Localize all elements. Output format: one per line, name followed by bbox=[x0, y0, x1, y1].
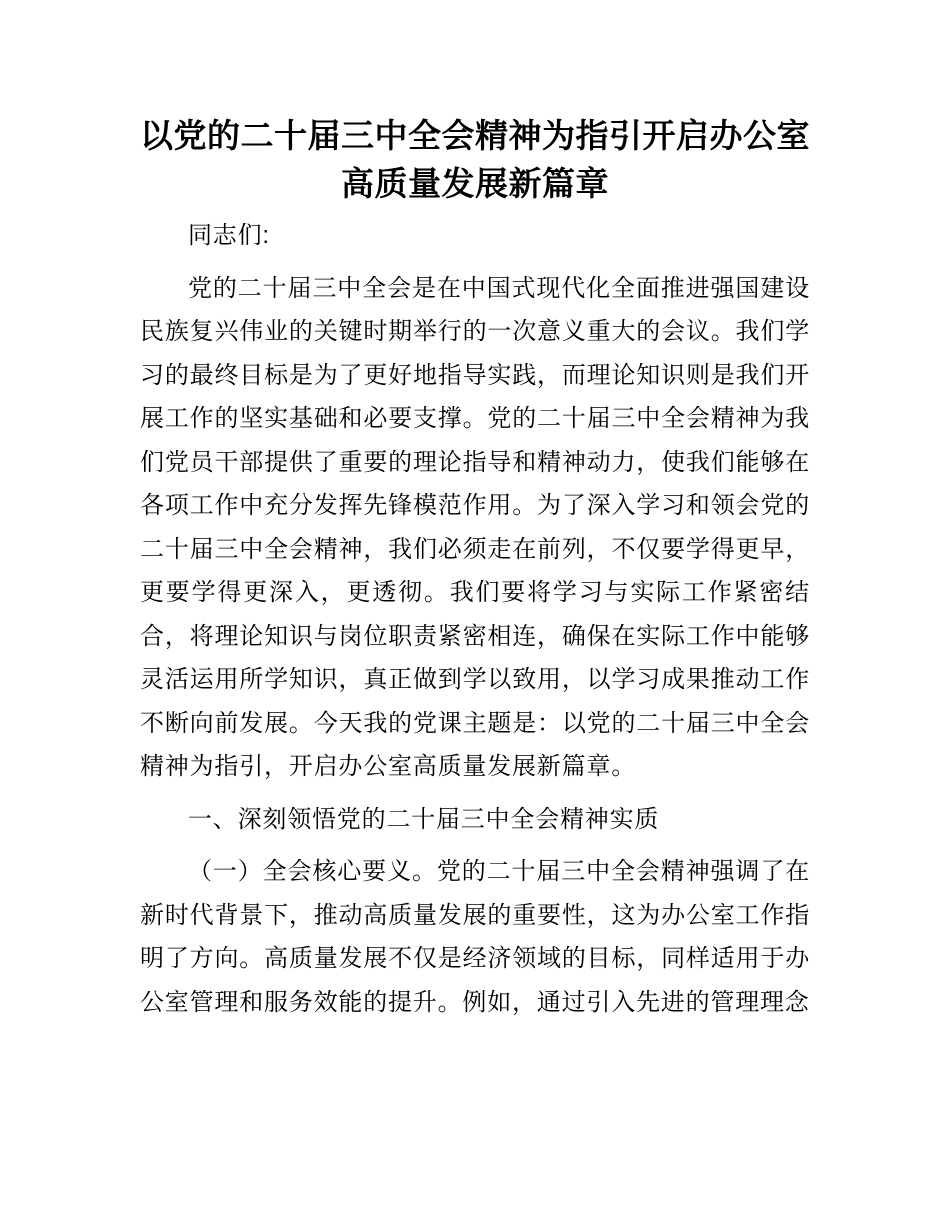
document-title: 以党的二十届三中全会精神为指引开启办公室高质量发展新篇章 bbox=[140, 117, 810, 202]
salutation: 同志们: bbox=[188, 222, 270, 249]
section-heading-1: 一、深刻领悟党的二十届三中全会精神实质 bbox=[188, 805, 660, 833]
paragraph-intro: 党的二十届三中全会是在中国式现代化全面推进强国建设民族复兴伟业的关键时期举行的一次意义重大的会议。我们学习的最终目标是为了更好地指导实践，而理论知识则是我们开展工作的坚实基础和必要支撑。党的二十届三中全会精神为我们党员干部提供了重要的理论指导和精神动力，使我们能够在各项工作中充分发挥先锋模范作用。为了深入学习和领会党的二十届三中全会精神，我们必须走在前列，不仅要学得更早，更要学得更深入，更透彻。我们要将学习与实际工作紧密结合，将理论知识与岗位职责紧密相连，确保在实际工作中能够灵活运用所学知识，真正做到学以致用，以学习成果推动工作不断向前发展。今天我的党课主题是：以党的二十届三中全会精神为指引，开启办公室高质量发展新篇章。 bbox=[140, 274, 810, 780]
paragraph-section-1-item-1: （一）全会核心要义。党的二十届三中全会精神强调了在新时代背景下，推动高质量发展的重要性，这为办公室工作指明了方向。高质量发展不仅是经济领域的目标，同样适用于办公室管理和服务效能的提升。例如，通过引入先进的管理理念 bbox=[140, 858, 810, 1016]
